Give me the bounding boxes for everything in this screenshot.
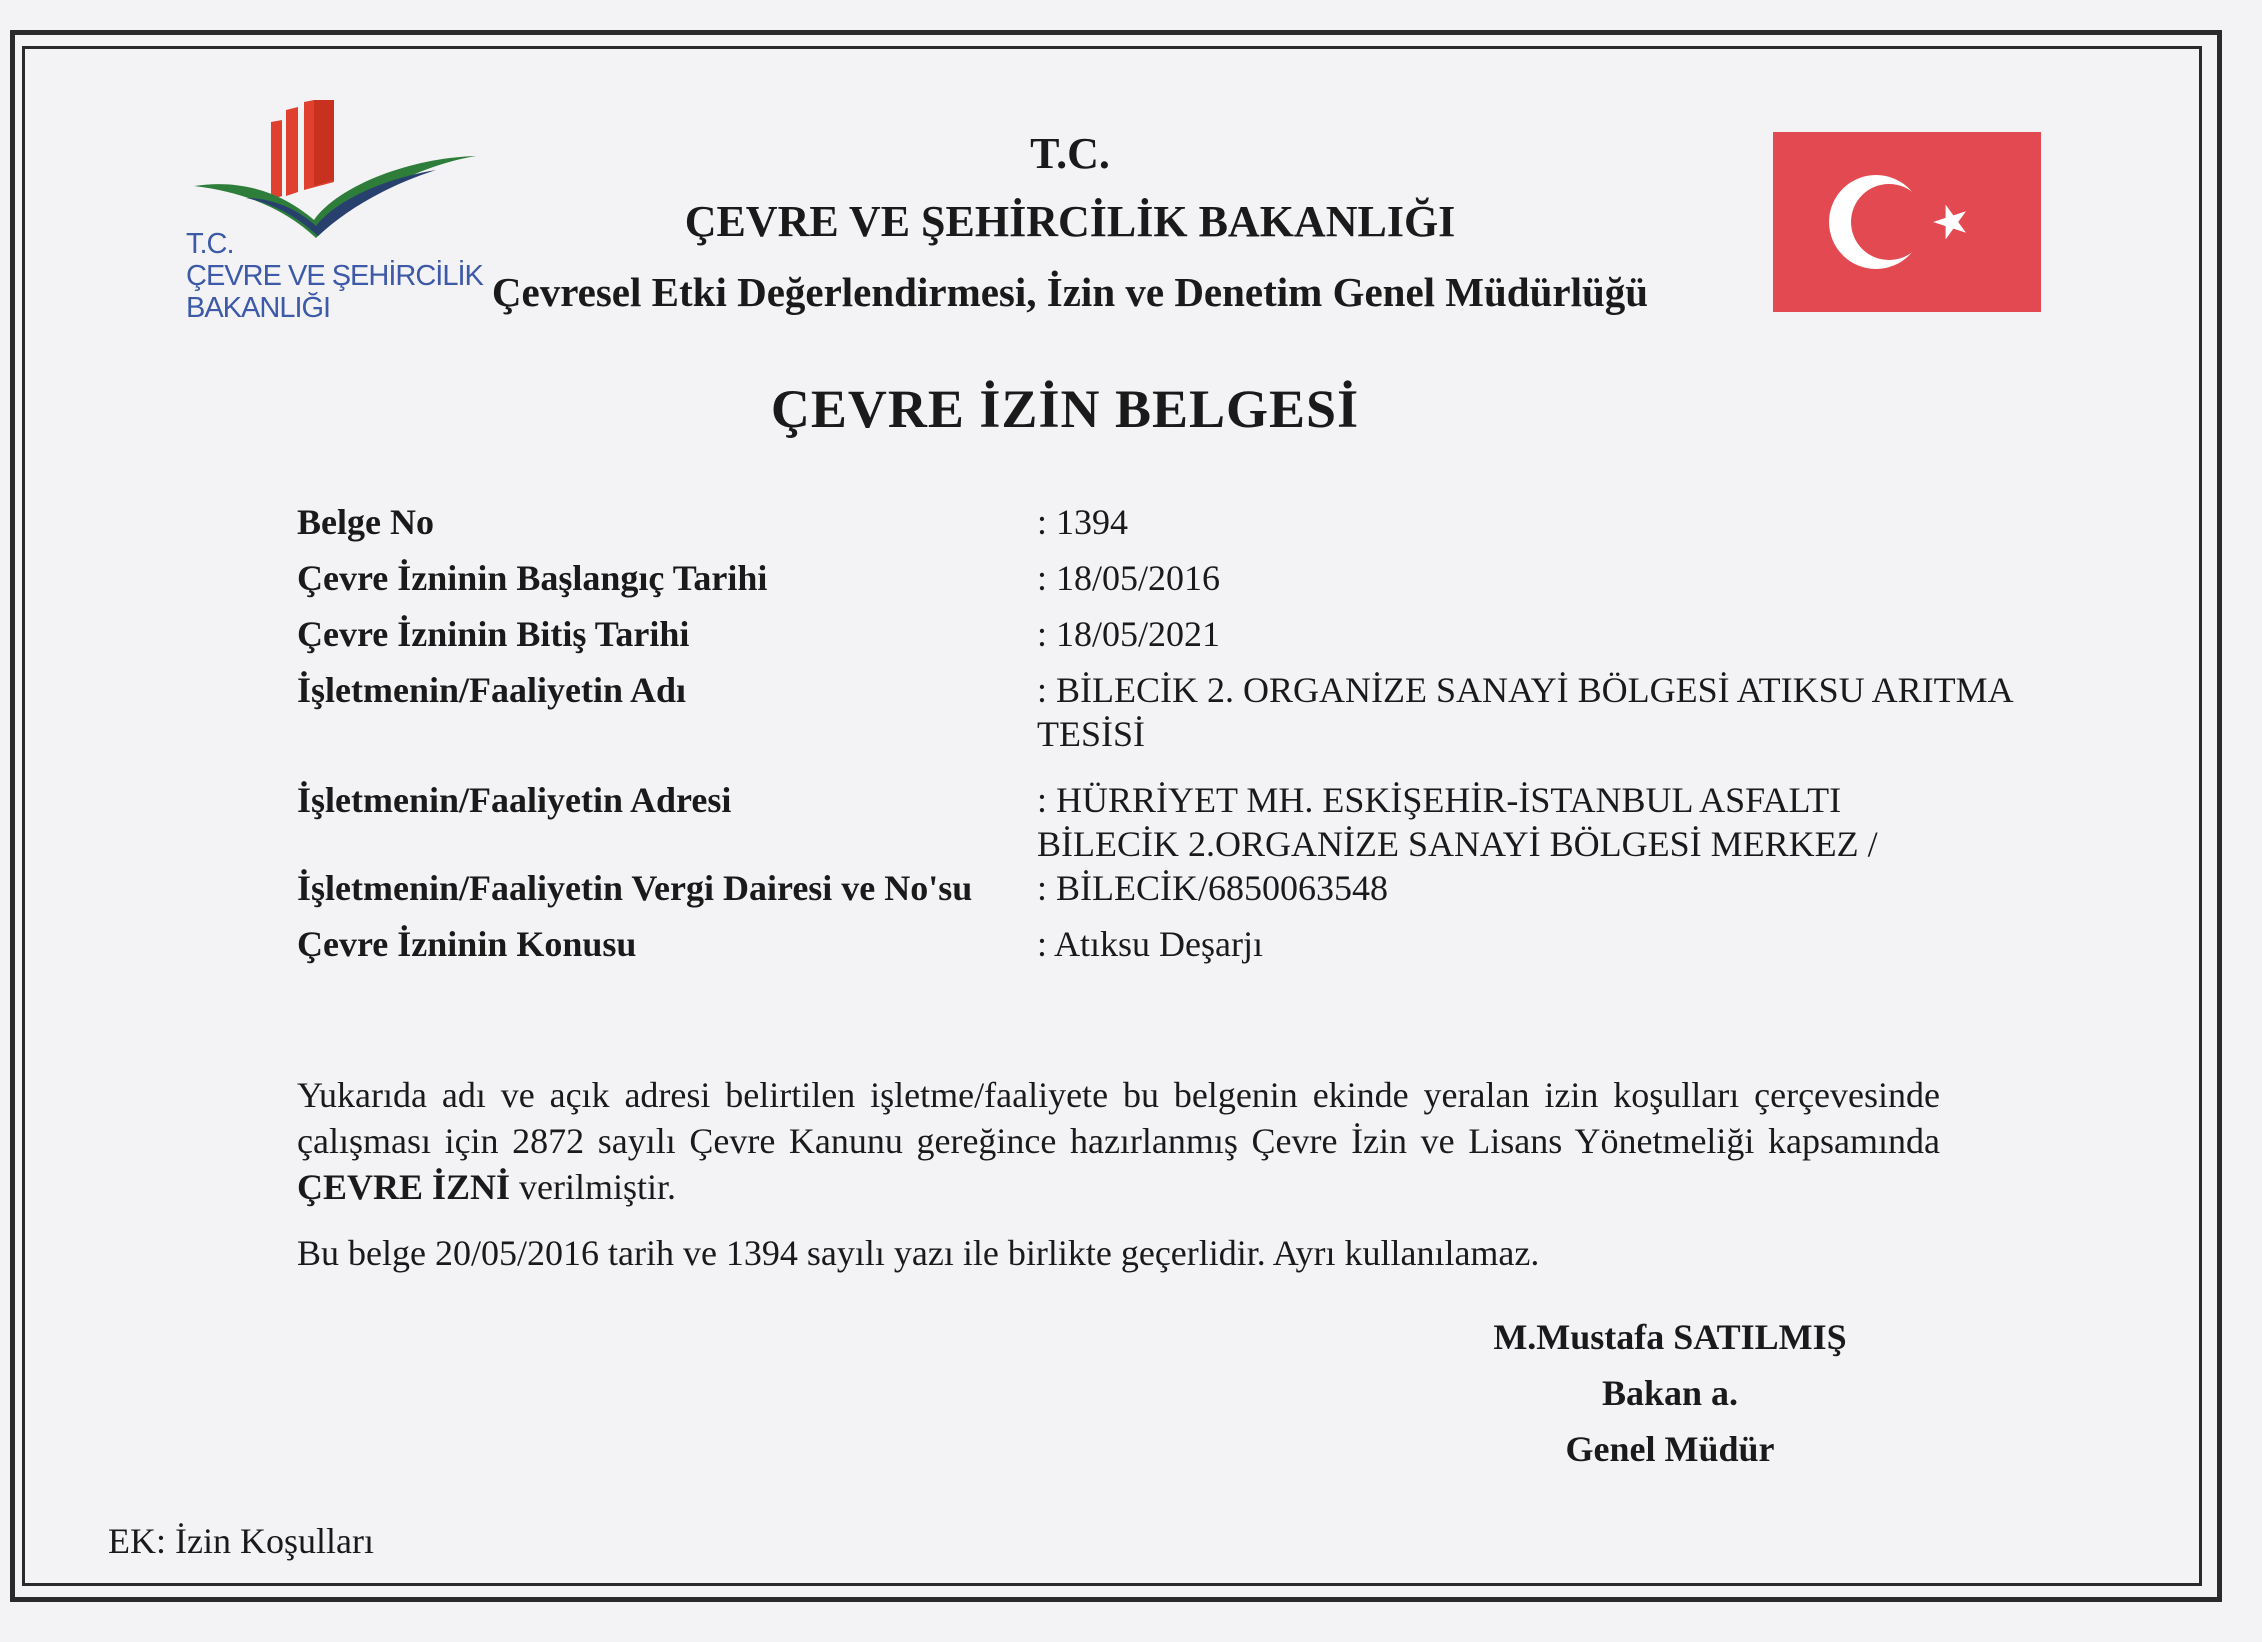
validity-note: Bu belge 20/05/2016 tarih ve 1394 sayılı yazı ile birlikte geçerlidir. Ayrı kullanılamaz. (297, 1233, 1540, 1273)
field-value: : 18/05/2021 (1037, 614, 1221, 654)
logo-text-ministry: ÇEVRE VE ŞEHİRCİLİK (186, 260, 483, 292)
annex-note: EK: İzin Koşulları (108, 1521, 374, 1561)
field-label: Çevre İzninin Başlangıç Tarihi (297, 558, 768, 598)
field-label: Çevre İzninin Konusu (297, 924, 637, 964)
paragraph-text: Yukarıda adı ve açık adresi belirtilen işletme/faaliyete bu belgenin ekinde yeralan izin koşulları çerçevesinde çalışması için 2872 sayılı Çevre Kanunu gereğince hazırlanmış Çevre İzin ve Lisans Yönetmeliği kapsamında (297, 1075, 1940, 1161)
signatory-role-title: Genel Müdür (1565, 1429, 1775, 1469)
field-value-line: : HÜRRİYET MH. ESKİŞEHİR-İSTANBUL ASFALTI (1037, 780, 1842, 820)
logo-text-tc: T.C. (186, 228, 234, 260)
field-label: Belge No (297, 502, 434, 542)
signatory-name: M.Mustafa SATILMIŞ (1493, 1317, 1847, 1357)
field-row-start-date (297, 556, 2117, 600)
field-label: İşletmenin/Faaliyetin Vergi Dairesi ve No'su (297, 868, 973, 908)
field-row-end-date (297, 612, 2117, 656)
field-row-facility-name (297, 668, 2117, 756)
field-row-facility-address (297, 778, 2117, 866)
field-row-tax-office (297, 866, 2117, 910)
field-row-document-no (297, 500, 2117, 544)
field-label: İşletmenin/Faaliyetin Adresi (297, 780, 732, 820)
field-value: : 18/05/2016 (1037, 558, 1221, 598)
logo-text-bakanligi: BAKANLIĞI (186, 292, 331, 324)
field-value (1037, 668, 2117, 756)
field-row-permit-subject (297, 922, 2117, 966)
header-tc: T.C. (1030, 129, 1110, 178)
field-value: : 1394 (1037, 502, 1129, 542)
header-directorate: Çevresel Etki Değerlendirmesi, İzin ve Denetim Genel Müdürlüğü (491, 269, 1649, 315)
field-value: : BİLECİK/6850063548 (1037, 868, 1388, 908)
field-value-line: BİLECİK 2.ORGANİZE SANAYİ BÖLGESİ MERKEZ / (1037, 824, 1878, 864)
permit-fields (297, 500, 2117, 966)
field-value: : Atıksu Deşarjı (1037, 924, 1263, 964)
paragraph-bold-text: ÇEVRE İZNİ (297, 1167, 511, 1207)
field-label: İşletmenin/Faaliyetin Adı (297, 670, 687, 710)
field-label: Çevre İzninin Bitiş Tarihi (297, 614, 690, 654)
field-value (1037, 778, 2117, 866)
paragraph-text-end: verilmiştir. (519, 1167, 677, 1207)
signatory-role-deputy: Bakan a. (1601, 1373, 1739, 1413)
turkish-flag-icon (1773, 132, 2041, 312)
header-ministry: ÇEVRE VE ŞEHİRCİLİK BAKANLIĞI (684, 197, 1456, 246)
turkish-flag (1773, 132, 2041, 312)
page-title: ÇEVRE İZİN BELGESİ (770, 379, 1360, 439)
permit-paragraph (297, 1072, 1940, 1210)
field-value-line: TESİSİ (1037, 714, 1145, 754)
field-value-line: : BİLECİK 2. ORGANİZE SANAYİ BÖLGESİ ATIKSU ARITMA (1037, 670, 2014, 710)
